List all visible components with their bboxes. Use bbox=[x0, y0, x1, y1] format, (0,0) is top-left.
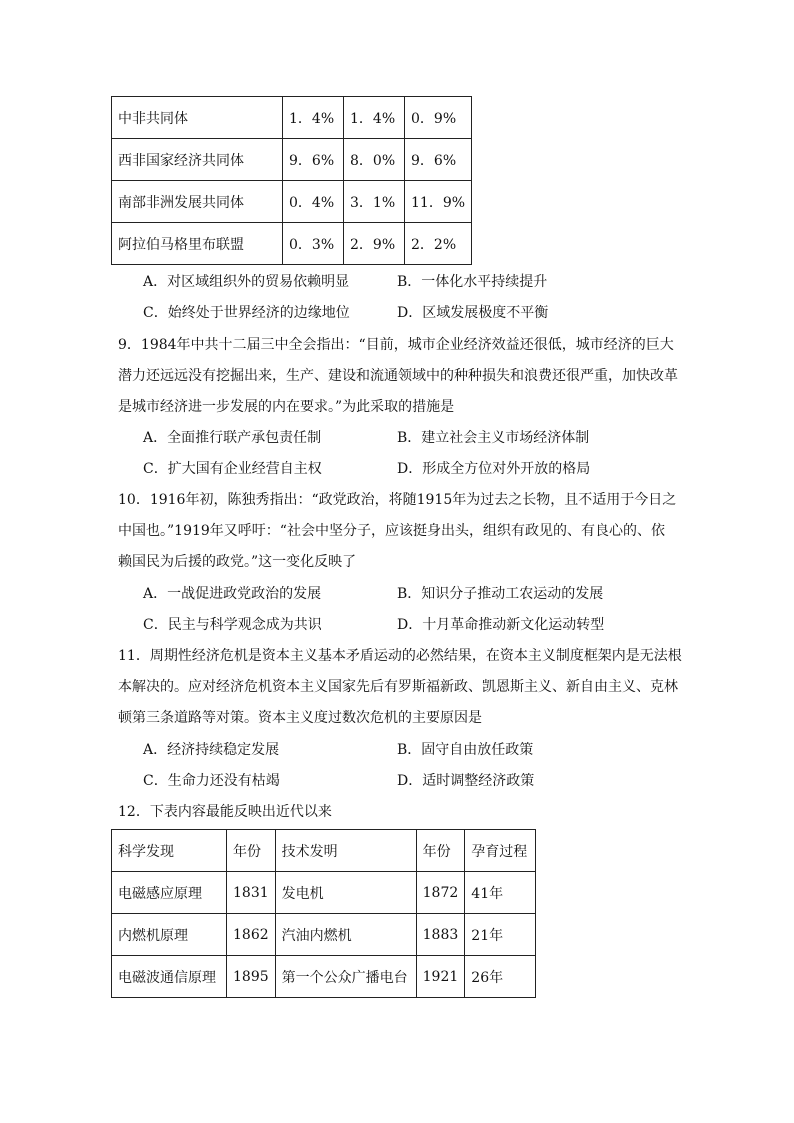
table-cell: 41年 bbox=[465, 872, 536, 914]
table-cell: 1872 bbox=[416, 872, 465, 914]
table-cell: 中非共同体 bbox=[112, 97, 283, 139]
table-cell: 0．4% bbox=[283, 181, 344, 223]
q12-stem: 12．下表内容最能反映出近代以来 bbox=[118, 804, 332, 820]
q11-stem-line: 顿第三条道路等对策。资本主义度过数次危机的主要原因是 bbox=[118, 710, 482, 726]
q9-stem-line: 潜力还远远没有挖掘出来，生产、建设和流通领域中的种种损失和浪费还很严重，加快改革 bbox=[118, 368, 678, 384]
table-cell: 1831 bbox=[227, 872, 276, 914]
table-header-cell: 孕育过程 bbox=[465, 830, 536, 872]
table-cell: 汽油内燃机 bbox=[275, 914, 416, 956]
table-cell: 8．0% bbox=[344, 139, 405, 181]
q11-option-d[interactable]: D．适时调整经济政策 bbox=[397, 773, 535, 789]
trade-table bbox=[111, 96, 472, 265]
invention-table bbox=[111, 829, 536, 998]
table-header-cell: 年份 bbox=[416, 830, 465, 872]
table-cell: 电磁波通信原理 bbox=[112, 956, 227, 998]
table-cell: 电磁感应原理 bbox=[112, 872, 227, 914]
table-cell: 西非国家经济共同体 bbox=[112, 139, 283, 181]
table-cell: 1895 bbox=[227, 956, 276, 998]
table-cell: 1862 bbox=[227, 914, 276, 956]
q11-option-b[interactable]: B．固守自由放任政策 bbox=[397, 742, 534, 758]
table-cell: 2．2% bbox=[405, 223, 472, 265]
q8-option-d[interactable]: D．区域发展极度不平衡 bbox=[397, 305, 549, 321]
q9-option-a[interactable]: A．全面推行联产承包责任制 bbox=[143, 430, 322, 446]
table-cell: 第一个公众广播电台 bbox=[275, 956, 416, 998]
table-cell: 3．1% bbox=[344, 181, 405, 223]
q10-stem-line: 赖国民为后援的政党。”这一变化反映了 bbox=[118, 554, 357, 570]
q10-option-a[interactable]: A．一战促进政党政治的发展 bbox=[143, 586, 322, 602]
q10-stem-line: 10．1916年初，陈独秀指出：“政党政治，将随1915年为过去之长物，且不适用于今日之 bbox=[118, 492, 677, 508]
table-cell: 发电机 bbox=[275, 872, 416, 914]
table-cell: 阿拉伯马格里布联盟 bbox=[112, 223, 283, 265]
table-cell: 1921 bbox=[416, 956, 465, 998]
table-cell: 1．4% bbox=[283, 97, 344, 139]
q10-option-c[interactable]: C．民主与科学观念成为共识 bbox=[143, 617, 322, 633]
table-cell: 1883 bbox=[416, 914, 465, 956]
q10-option-b[interactable]: B．知识分子推动工农运动的发展 bbox=[397, 586, 604, 602]
q11-option-c[interactable]: C．生命力还没有枯竭 bbox=[143, 773, 280, 789]
table-cell: 南部非洲发展共同体 bbox=[112, 181, 283, 223]
q8-option-c[interactable]: C．始终处于世界经济的边缘地位 bbox=[143, 305, 350, 321]
table-row bbox=[112, 956, 536, 998]
q9-stem-line: 是城市经济进一步发展的内在要求。”为此采取的措施是 bbox=[118, 399, 455, 415]
table-cell: 11．9% bbox=[405, 181, 472, 223]
table-cell: 0．9% bbox=[405, 97, 472, 139]
table-cell: 1．4% bbox=[344, 97, 405, 139]
table-cell: 2．9% bbox=[344, 223, 405, 265]
table-cell: 内燃机原理 bbox=[112, 914, 227, 956]
table-row bbox=[112, 97, 472, 139]
table-row bbox=[112, 139, 472, 181]
table-cell: 21年 bbox=[465, 914, 536, 956]
q10-option-d[interactable]: D．十月革命推动新文化运动转型 bbox=[397, 617, 605, 633]
q9-stem-line: 9．1984年中共十二届三中全会指出：“目前，城市企业经济效益还很低，城市经济的巨大 bbox=[118, 337, 674, 353]
q8-option-a[interactable]: A．对区域组织外的贸易依赖明显 bbox=[143, 274, 350, 290]
table-cell: 0．3% bbox=[283, 223, 344, 265]
table-row bbox=[112, 223, 472, 265]
table-header-cell: 技术发明 bbox=[275, 830, 416, 872]
table-header-row bbox=[112, 830, 536, 872]
q11-stem-line: 11．周期性经济危机是资本主义基本矛盾运动的必然结果，在资本主义制度框架内是无法根 bbox=[118, 648, 682, 664]
q9-option-c[interactable]: C．扩大国有企业经营自主权 bbox=[143, 461, 322, 477]
q11-option-a[interactable]: A．经济持续稳定发展 bbox=[143, 742, 280, 758]
q9-option-d[interactable]: D．形成全方位对外开放的格局 bbox=[397, 461, 591, 477]
table-row bbox=[112, 914, 536, 956]
table-row bbox=[112, 181, 472, 223]
q8-option-b[interactable]: B．一体化水平持续提升 bbox=[397, 274, 548, 290]
table-cell: 9．6% bbox=[405, 139, 472, 181]
q9-option-b[interactable]: B．建立社会主义市场经济体制 bbox=[397, 430, 590, 446]
table-header-cell: 年份 bbox=[227, 830, 276, 872]
table-cell: 26年 bbox=[465, 956, 536, 998]
table-row bbox=[112, 872, 536, 914]
q11-stem-line: 本解决的。应对经济危机资本主义国家先后有罗斯福新政、凯恩斯主义、新自由主义、克林 bbox=[118, 679, 678, 695]
q10-stem-line: 中国也。”1919年又呼吁：“社会中坚分子，应该挺身出头，组织有政见的、有良心的、依 bbox=[118, 523, 665, 539]
table-header-cell: 科学发现 bbox=[112, 830, 227, 872]
table-cell: 9．6% bbox=[283, 139, 344, 181]
